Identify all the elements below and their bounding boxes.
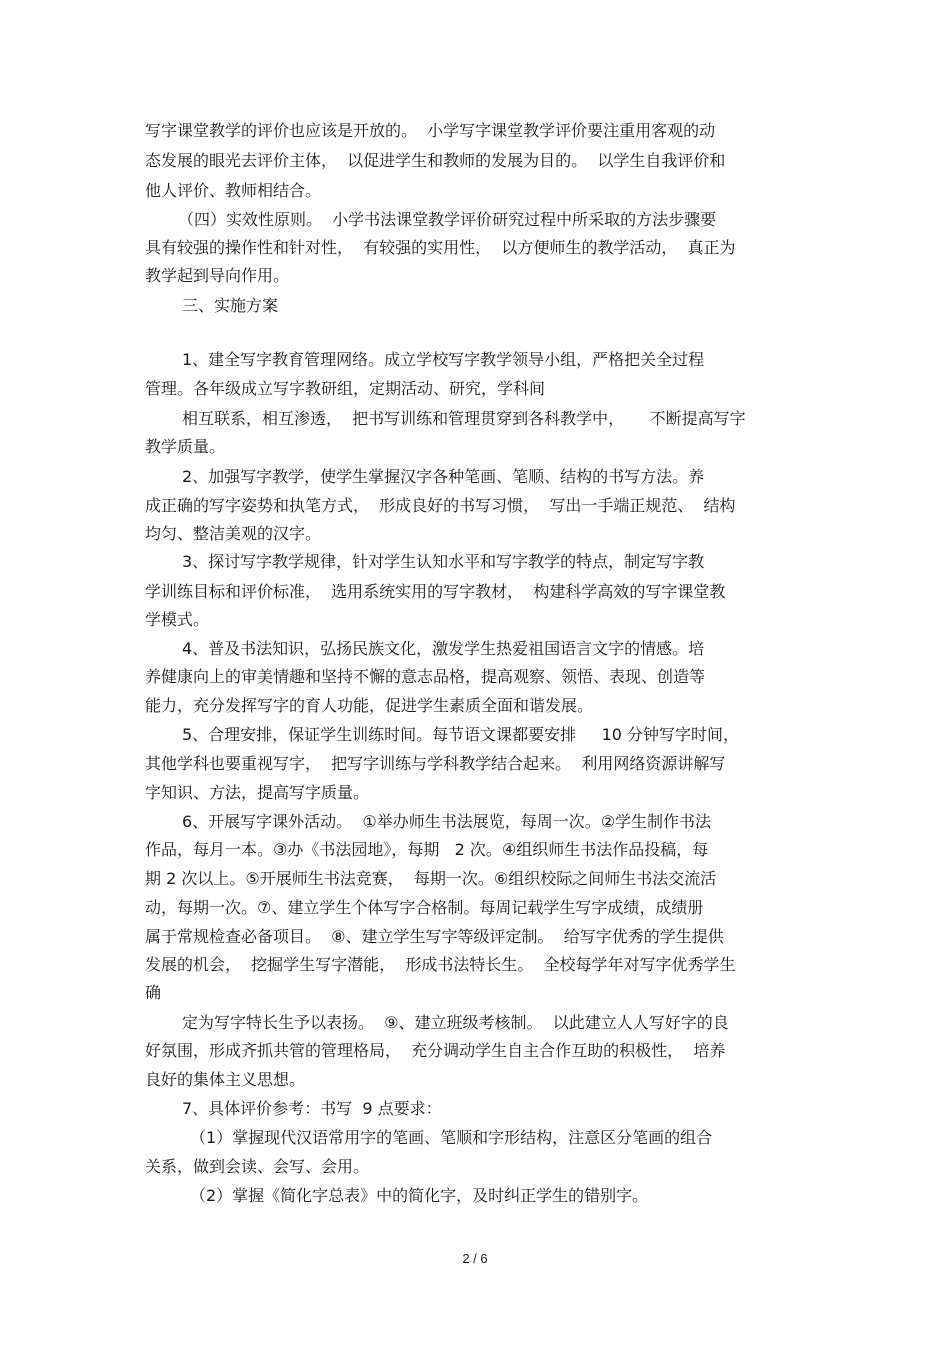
text-line: 具有较强的操作性和针对性， 有较强的实用性， 以方便师生的教学活动， 真正为 xyxy=(145,238,736,257)
text-line: （1）掌握现代汉语常用字的笔画、笔顺和字形结构，注意区分笔画的组合 xyxy=(190,1128,713,1147)
text-line: 教学起到导向作用。 xyxy=(145,266,290,285)
text-line: 发展的机会， 挖掘学生写字潜能， 形成书法特长生。 全校每学年对写字优秀学生 xyxy=(145,955,736,974)
text-line: （四）实效性原则。 小学书法课堂教学评价研究过程中所采取的方法步骤要 xyxy=(178,210,717,229)
text-line: 确 xyxy=(145,983,162,1002)
text-line: 相互联系，相互渗透， 把书写训练和管理贯穿到各科教学中， 不断提高写字 xyxy=(182,409,746,428)
text-line: 5、合理安排，保证学生训练时间。每节语文课都要安排 10 分钟写字时间， xyxy=(182,725,740,744)
text-line: 学模式。 xyxy=(145,610,210,629)
page-number: 2 / 6 xyxy=(462,1251,488,1266)
text-line: 他人评价、教师相结合。 xyxy=(145,181,322,200)
text-line: 写字课堂教学的评价也应该是开放的。 小学写字课堂教学评价要注重用客观的动 xyxy=(145,121,716,140)
text-line: 管理。各年级成立写字教研组，定期活动、研究，学科间 xyxy=(145,379,546,398)
text-line: 良好的集体主义思想。 xyxy=(145,1070,306,1089)
text-line: 态发展的眼光去评价主体， 以促进学生和教师的发展为目的。 以学生自我评价和 xyxy=(145,151,726,170)
text-line: 1、建全写字教育管理网络。成立学校写字教学领导小组，严格把关全过程 xyxy=(182,350,705,369)
text-line: 能力，充分发挥写字的育人功能，促进学生素质全面和谐发展。 xyxy=(145,696,594,715)
text-line: （2）掌握《简化字总表》中的简化字，及时纠正学生的错别字。 xyxy=(190,1186,649,1205)
section-heading: 三、实施方案 xyxy=(182,296,279,315)
text-line: 6、开展写字课外活动。 ①举办师生书法展览，每周一次。②学生制作书法 xyxy=(182,812,712,831)
text-line: 好氛围，形成齐抓共管的管理格局， 充分调动学生自主合作互助的积极性， 培养 xyxy=(145,1041,726,1060)
text-line: 作品，每月一本。③办《书法园地》，每期 2 次。④组织师生书法作品投稿，每 xyxy=(145,840,709,859)
text-line: 4、普及书法知识，弘扬民族文化，激发学生热爱祖国语言文字的情感。培 xyxy=(182,639,705,658)
text-line: 其他学科也要重视写字， 把写字训练与学科教学结合起来。 利用网络资源讲解写 xyxy=(145,754,726,773)
text-line: 字知识、方法，提高写字质量。 xyxy=(145,783,370,802)
text-line: 关系，做到会读、会写、会用。 xyxy=(145,1157,370,1176)
text-line: 均匀、整洁美观的汉字。 xyxy=(145,524,322,543)
text-line: 2、加强写字教学，使学生掌握汉字各种笔画、笔顺、结构的书写方法。养 xyxy=(182,467,705,486)
text-line: 养健康向上的审美情趣和坚持不懈的意志品格，提高观察、领悟、表现、创造等 xyxy=(145,667,706,686)
text-line: 定为写字特长生予以表扬。 ⑨、建立班级考核制。 以此建立人人写好字的良 xyxy=(182,1013,729,1032)
text-line: 期 2 次以上。⑤开展师生书法竞赛， 每期一次。⑥组织校际之间师生书法交流活 xyxy=(145,869,717,888)
text-line: 学训练目标和评价标准， 选用系统实用的写字教材， 构建科学高效的写字课堂教 xyxy=(145,582,726,601)
text-line: 属于常规检查必备项目。 ⑧、建立学生写字等级评定制。 给写字优秀的学生提供 xyxy=(145,927,724,946)
text-line: 7、具体评价参考：书写 9 点要求： xyxy=(182,1099,442,1118)
text-line: 成正确的写字姿势和执笔方式， 形成良好的书写习惯， 写出一手端正规范、 结构 xyxy=(145,496,736,515)
text-line: 3、探讨写字教学规律，针对学生认知水平和写字教学的特点，制定写字教 xyxy=(182,552,705,571)
text-line: 教学质量。 xyxy=(145,437,226,456)
text-line: 动，每期一次。⑦、建立学生个体写字合格制。每周记载学生写字成绩，成绩册 xyxy=(145,898,704,917)
